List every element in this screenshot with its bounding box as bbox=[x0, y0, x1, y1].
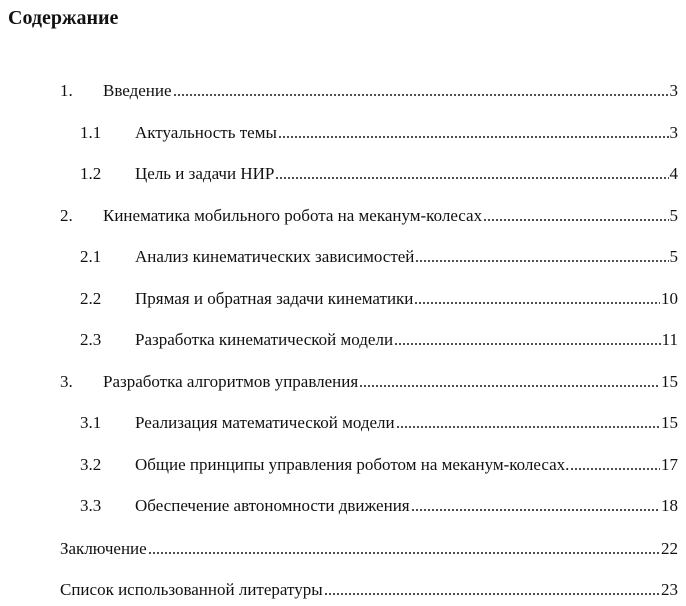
toc-dot-leader bbox=[415, 259, 668, 263]
toc-entry-title: Введение bbox=[103, 81, 172, 100]
toc-entry-number: 3.2 bbox=[80, 455, 102, 474]
toc-entry-autonomy[interactable] bbox=[80, 493, 678, 517]
toc-entry-title: Кинематика мобильного робота на меканум-колесах bbox=[103, 206, 483, 225]
toc-entry-number: 1.2 bbox=[80, 164, 102, 183]
toc-entry-page: 11 bbox=[661, 330, 678, 349]
toc-entry-relevance[interactable] bbox=[80, 120, 678, 144]
toc-entry-page: 10 bbox=[661, 289, 678, 308]
toc-dot-leader bbox=[483, 218, 668, 222]
toc-entry-number: 2. bbox=[60, 206, 73, 225]
toc-entry-page: 5 bbox=[669, 247, 678, 266]
toc-entry-title: Разработка алгоритмов управления bbox=[103, 372, 359, 391]
toc-entry-page: 4 bbox=[669, 164, 678, 183]
toc-entry-number: 2.1 bbox=[80, 247, 102, 266]
toc-entry-page: 23 bbox=[661, 580, 678, 599]
toc-entry-page: 22 bbox=[661, 539, 678, 558]
toc-entry-number: 3.1 bbox=[80, 413, 102, 432]
toc-dot-leader bbox=[396, 425, 660, 429]
toc-entry-number: 2.2 bbox=[80, 289, 102, 308]
toc-entry-title: Заключение bbox=[60, 539, 147, 558]
toc-entry-number: 1. bbox=[60, 81, 73, 100]
toc-entry-page: 15 bbox=[661, 413, 678, 432]
toc-entry-goals[interactable] bbox=[80, 161, 678, 185]
toc-entry-kinematic-analysis[interactable] bbox=[80, 244, 678, 268]
toc-entry-title: Актуальность темы bbox=[135, 123, 277, 142]
toc-entry-page: 17 bbox=[661, 455, 678, 474]
toc-entry-title: Анализ кинематических зависимостей bbox=[135, 247, 415, 266]
toc-entry-number: 1.1 bbox=[80, 123, 102, 142]
toc-entry-title: Общие принципы управления роботом на меканум-колесах. bbox=[135, 455, 570, 474]
toc-entry-title: Цель и задачи НИР bbox=[135, 164, 275, 183]
toc-entry-number: 3. bbox=[60, 372, 73, 391]
toc-dot-leader bbox=[275, 176, 668, 180]
toc-dot-leader bbox=[414, 301, 660, 305]
toc-dot-leader bbox=[324, 592, 660, 596]
toc-dot-leader bbox=[411, 508, 660, 512]
toc-entry-control-principles[interactable] bbox=[80, 452, 678, 476]
toc-entry-title: Разработка кинематической модели bbox=[135, 330, 394, 349]
toc-entry-bibliography[interactable] bbox=[60, 577, 678, 601]
toc-dot-leader bbox=[570, 467, 660, 471]
toc-entry-conclusion[interactable] bbox=[60, 536, 678, 560]
toc-entry-page: 15 bbox=[661, 372, 678, 391]
toc-entry-title: Список использованной литературы bbox=[60, 580, 323, 599]
toc-entry-title: Прямая и обратная задачи кинематики bbox=[135, 289, 414, 308]
toc-heading: Содержание bbox=[8, 7, 119, 29]
toc-entry-number: 2.3 bbox=[80, 330, 102, 349]
toc-dot-leader bbox=[278, 135, 669, 139]
toc-dot-leader bbox=[173, 93, 669, 97]
toc-entry-page: 5 bbox=[669, 206, 678, 225]
toc-entry-page: 3 bbox=[669, 81, 678, 100]
toc-entry-control-algorithms[interactable] bbox=[60, 369, 678, 393]
toc-entry-title: Реализация математической модели bbox=[135, 413, 395, 432]
toc-entry-kinematic-model[interactable] bbox=[80, 327, 678, 351]
toc-entry-number: 3.3 bbox=[80, 496, 102, 515]
toc-entry-forward-inverse[interactable] bbox=[80, 286, 678, 310]
toc-dot-leader bbox=[359, 384, 660, 388]
toc-entry-introduction[interactable] bbox=[60, 78, 678, 102]
toc-dot-leader bbox=[394, 342, 661, 346]
toc-dot-leader bbox=[148, 551, 660, 555]
toc-entry-page: 18 bbox=[661, 496, 678, 515]
toc-entry-kinematics[interactable] bbox=[60, 203, 678, 227]
toc-entry-title: Обеспечение автономности движения bbox=[135, 496, 410, 515]
toc-entry-page: 3 bbox=[669, 123, 678, 142]
toc-entry-math-model[interactable] bbox=[80, 410, 678, 434]
